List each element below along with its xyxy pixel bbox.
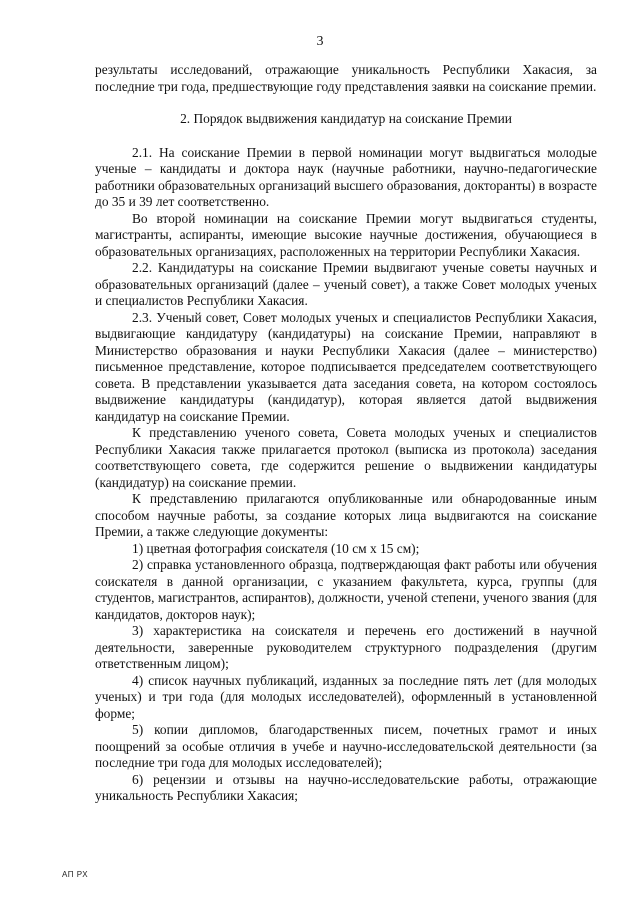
spacer (95, 128, 597, 145)
list-item-certificate: 2) справка установленного образца, подтверждающая факт работы или обучения соискателя в данной организации, с указанием факультета, курса, группы (для студентов, магистрантов, аспирантов), должности, ученой степени, ученого звания (для кандидатов, докторов наук); (95, 557, 597, 622)
paragraph-protocol: К представлению ученого совета, Совета молодых ученых и специалистов Республики Хакасия также прилагается протокол (выписка из протокола) заседания соответствующего совета, где содержится решение о выдвижении кандидатуры (кандидатур) на соискание премии. (95, 425, 597, 490)
intro-paragraph: результаты исследований, отражающие уникальность Республики Хакасия, за последние три года, предшествующие году представления заявки на соискание премии. (95, 62, 597, 94)
paragraph-2-3: 2.3. Ученый совет, Совет молодых ученых и специалистов Республики Хакасия, выдвигающие кандидатуру (кандидатуры) на соискание Премии, направляют в Министерство образования и науки Республики Хакасия (далее – министерство) письменное представление, которое подписывается председателем соответствующего совета. В представлении указывается дата заседания совета, на котором состоялось выдвижение кандидатуры (кандидатур), которая является датой выдвижения кандидатур на соискание Премии. (95, 309, 597, 424)
page-number: 3 (316, 34, 324, 49)
document-body (95, 62, 597, 805)
list-item-characteristic: 3) характеристика на соискателя и перечень его достижений в научной деятельности, заверенные руководителем структурного подразделения (другим ответственным лицом); (95, 623, 597, 671)
spacer (95, 95, 597, 111)
paragraph-second-nomination: Во второй номинации на соискание Премии могут выдвигаться студенты, магистранты, аспиранты, имеющие высокие научные достижения, обучающиеся в образовательных организациях, расположенных на территории Республики Хакасия. (95, 210, 597, 259)
list-item-publications: 4) список научных публикаций, изданных за последние пять лет (для молодых ученых) и три года (для молодых исследователей), оформленный в установленной форме; (95, 672, 597, 721)
paragraph-documents-intro: К представлению прилагаются опубликованные или обнародованные иным способом научные работы, за создание которых лица выдвигаются на соискание Премии, а также следующие документы: (95, 491, 597, 539)
section-heading: 2. Порядок выдвижения кандидатур на соискание Премии (180, 111, 512, 126)
list-item-diplomas: 5) копии дипломов, благодарственных писем, почетных грамот и иных поощрений за особые отличия в учебе и научно-исследовательской деятельности (за последние три года для молодых исследователей); (95, 722, 597, 770)
list-item-reviews: 6) рецензии и отзывы на научно-исследовательские работы, отражающие уникальность Республики Хакасия; (95, 771, 597, 803)
list-item-photo: 1) цветная фотография соискателя (10 см х 15 см); (132, 540, 420, 556)
paragraph-2-2: 2.2. Кандидатуры на соискание Премии выдвигают ученые советы научных и образовательных организаций (далее – ученый совет), а также Совет молодых ученых и специалистов Республики Хакасия. (95, 260, 597, 308)
paragraph-2-1: 2.1. На соискание Премии в первой номинации могут выдвигаться молодые ученые – кандидаты и доктора наук (научные работники, научно-педагогические работники образовательных организаций высшего образования, докторанты) в возрасте до 35 и 39 лет соответственно. (95, 144, 597, 209)
footer-code: АП РХ (62, 870, 89, 879)
